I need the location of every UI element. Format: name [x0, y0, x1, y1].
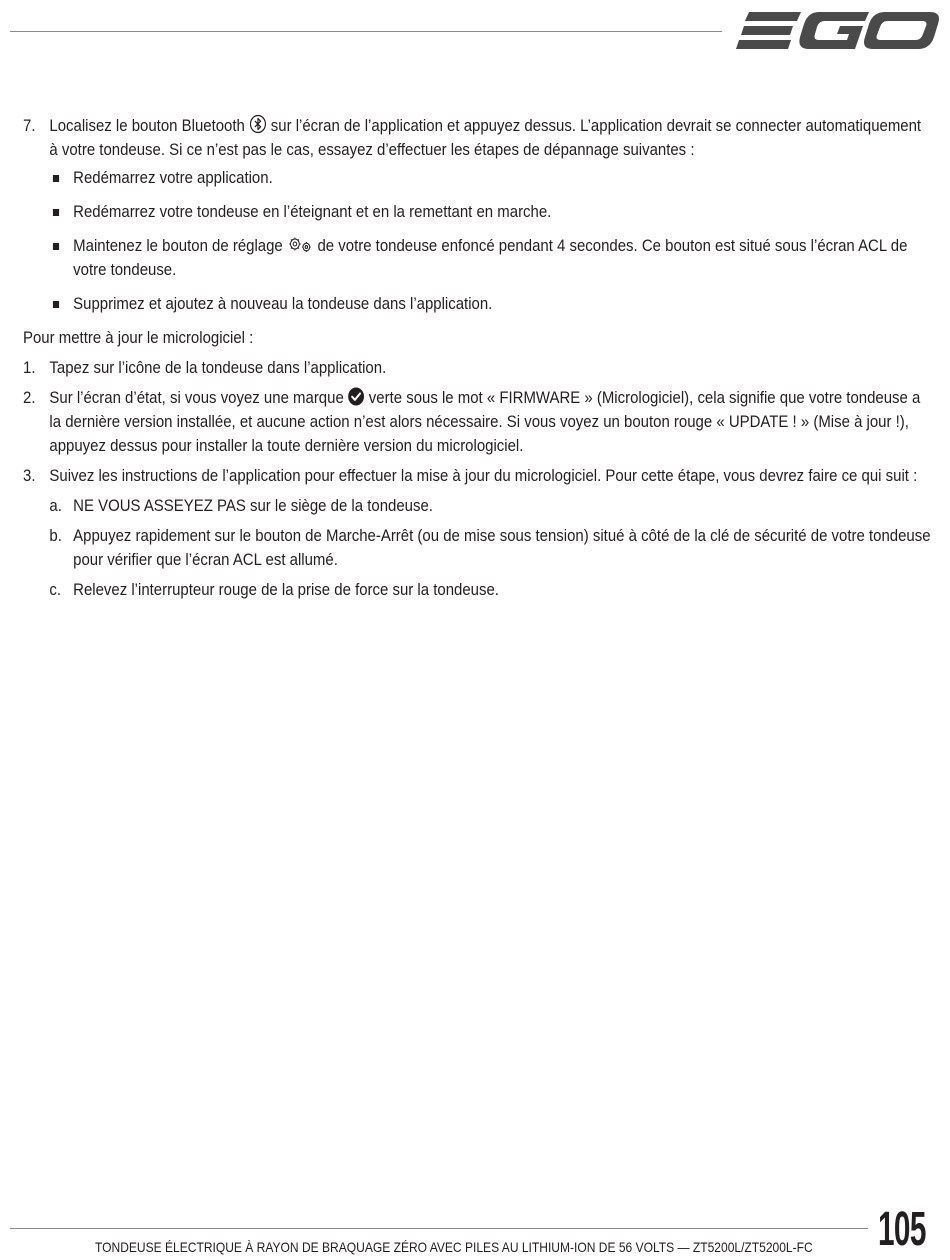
step-number: 1.: [23, 358, 36, 377]
step-text-cont: sur l’écran de l’application et appuyez dessus. L’application devrait se connecter automatiquement à votre tondeuse. Si ce n’est pas le cas, essayez d’effectuer les étapes de dépannage suivantes :: [49, 116, 922, 159]
step-number: 7.: [23, 116, 36, 135]
footer-title: TONDEUSE ÉLECTRIQUE À RAYON DE BRAQUAGE ZÉRO AVEC PILES AU LITHIUM-ION DE 56 VOLTS — ZT5200L/ZT5200L-FC: [95, 1239, 813, 1255]
substep-letter: b.: [49, 526, 62, 545]
page-number: 105: [878, 1203, 926, 1256]
list-item-text: Redémarrez votre application.: [73, 168, 273, 187]
logo-o: [864, 12, 939, 49]
firmware-step-2: [23, 386, 933, 458]
step-number: 3.: [23, 466, 36, 485]
header-rule: [10, 31, 722, 32]
footer-rule: [10, 1228, 868, 1229]
substep-b: [49, 524, 933, 572]
logo-g: [799, 12, 869, 49]
list-item-text: Redémarrez votre tondeuse en l’éteignant et en la remettant en marche.: [73, 202, 552, 221]
list-item: [49, 200, 933, 224]
list-item: [49, 292, 933, 316]
settings-gears-icon: [287, 236, 313, 254]
bluetooth-icon: [249, 114, 267, 134]
list-item-text: Supprimez et ajoutez à nouveau la tondeuse dans l’application.: [73, 294, 493, 313]
step-text: Sur l’écran d’état, si vous voyez une marque: [49, 388, 348, 407]
firmware-substeps: [49, 494, 933, 602]
substep-letter: a.: [49, 496, 62, 515]
substep-a: [49, 494, 933, 518]
step-text-cont: verte sous le mot « FIRMWARE » (Micrologiciel), cela signifie que votre tondeuse a la dernière version installée, et aucune action n’est alors nécessaire. Si vous voyez un bouton rouge « UPDATE ! » (Mise à jour !), appuyez dessus pour installer la toute dernière version du micrologiciel.: [49, 388, 921, 455]
substep-text: NE VOUS ASSEYEZ PAS sur le siège de la tondeuse.: [73, 496, 433, 515]
troubleshooting-list: [49, 166, 933, 316]
substep-c: [49, 578, 933, 602]
step-7: [23, 114, 933, 316]
firmware-step-3: [23, 464, 933, 602]
firmware-intro: Pour mettre à jour le micrologiciel :: [23, 328, 254, 347]
bullet-square: [53, 175, 59, 182]
list-item-text-cont: de votre tondeuse enfoncé pendant 4 secondes. Ce bouton est situé sous l’écran ACL de votre tondeuse.: [73, 236, 908, 279]
list-item: [49, 166, 933, 190]
substep-letter: c.: [49, 580, 62, 599]
firmware-step-1: [23, 356, 933, 380]
substep-text: Relevez l’interrupteur rouge de la prise de force sur la tondeuse.: [73, 580, 499, 599]
bullet-square: [53, 209, 59, 216]
list-item: [49, 234, 933, 282]
check-circle-icon: [348, 387, 365, 406]
logo-e-bars: [736, 12, 801, 49]
ego-logo: [735, 6, 940, 54]
list-item-text: Maintenez le bouton de réglage: [73, 236, 287, 255]
step-text: Localisez le bouton Bluetooth: [49, 116, 250, 135]
bullet-square: [53, 301, 59, 308]
step-text: Tapez sur l’icône de la tondeuse dans l’application.: [49, 358, 387, 377]
bullet-square: [53, 243, 59, 250]
step-text: Suivez les instructions de l’application pour effectuer la mise à jour du micrologiciel. Pour cette étape, vous devrez faire ce qui suit :: [49, 466, 918, 485]
step-number: 2.: [23, 388, 36, 407]
substep-text: Appuyez rapidement sur le bouton de Marche-Arrêt (ou de mise sous tension) situé à côté de la clé de sécurité de votre tondeuse pour vérifier que l’écran ACL est allumé.: [73, 526, 931, 569]
document-body: [23, 114, 933, 608]
